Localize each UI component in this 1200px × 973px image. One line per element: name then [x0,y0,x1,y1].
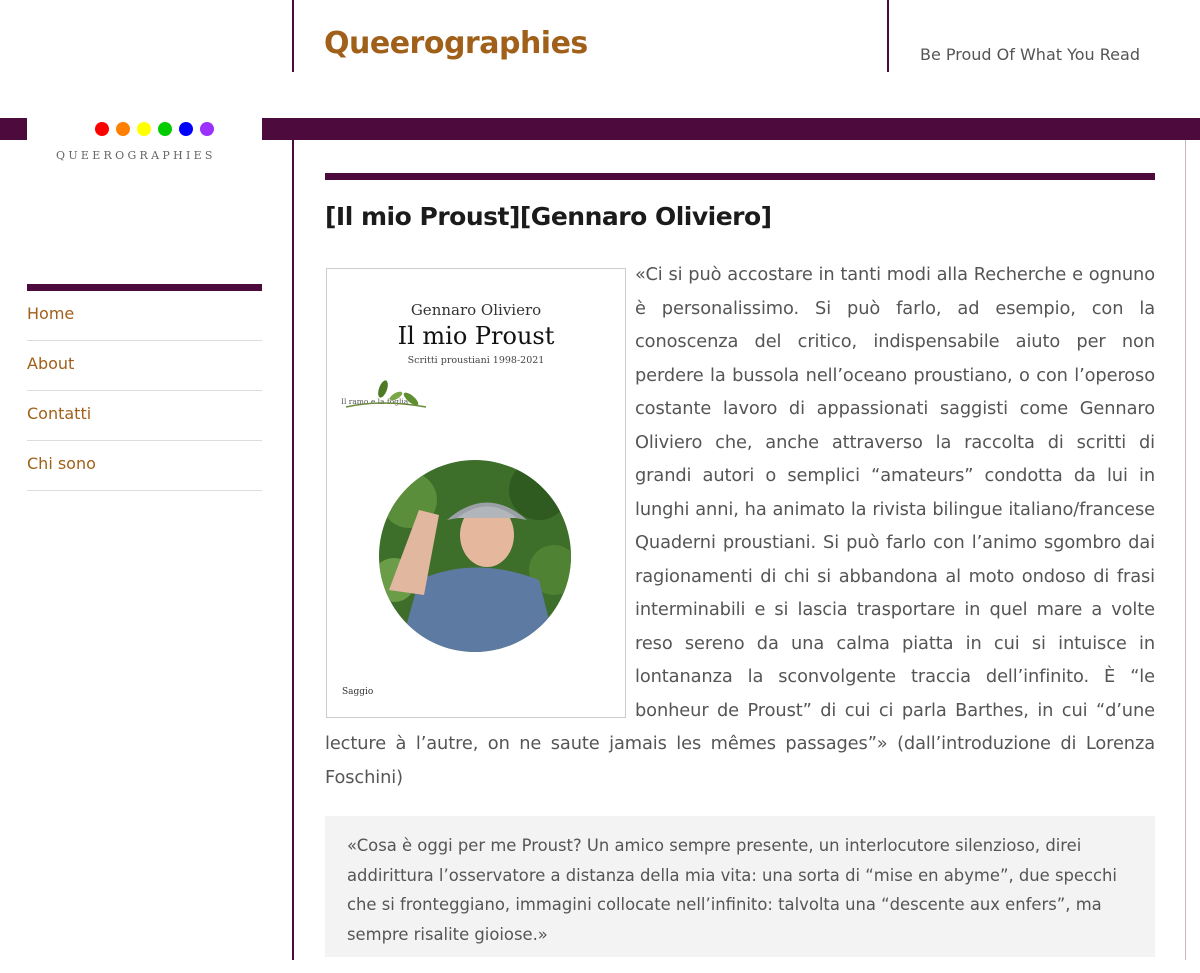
dot-red [95,122,109,136]
header-band-left [0,118,27,140]
content-divider-right [1185,140,1186,960]
logo-text: QUEEROGRAPHIES [56,149,216,162]
sidebar-nav [27,284,262,491]
site-logo[interactable] [28,118,262,168]
cover-subtitle: Scritti proustiani 1998-2021 [407,355,545,366]
site-title[interactable]: Queerographies [324,26,588,61]
book-cover-image [326,268,626,718]
author-photo [379,460,571,652]
header-band-right [262,118,1200,140]
cover-publisher: Il ramo e la foglia [341,397,409,406]
cover-author: Gennaro Oliviero [410,301,542,319]
nav-item-chi-sono[interactable]: Chi sono [27,441,262,491]
publisher-logo [341,379,408,406]
rainbow-dots-icon [95,122,214,136]
nav-item-contatti[interactable]: Contatti [27,391,262,441]
nav-item-home[interactable]: Home [27,291,262,341]
dot-green [158,122,172,136]
leaf-branch-icon [341,379,431,419]
nav-item-about[interactable]: About [27,341,262,391]
dot-yellow [137,122,151,136]
post-body: «Ci si può accostare in tanti modi alla Recherche e ognuno è personalissimo. Si può farlo, ad esempio, con la conoscenza del critico, indispensabile aiuto per non perdere la bussola nell’oceano proustiano, o con l’operoso costante lavoro di appassionati saggisti come Gennaro Oliviero che, anche attraverso la raccolta di scritti di grandi autori o semplici “amateurs” condotta da lui in lunghi anni, ha animato la rivista bilingue italiano/francese Quaderni proustiani. Si può farlo con l’animo sgombro dai ragionamenti di chi si abbandona al moto ondoso di frasi interminabili e si lascia trasportare in quel mare a volte reso sereno da una calma piatta in cui si intuisce in lontananza la sconvolgente traccia dell’infinito. È “le bonheur de Proust” di cui ci parla Barthes, in cui “d’une lecture à l’autre, on ne saute jamais les mêmes passages”» (dall’introduzione di Lorenza Foschini) [325,264,1155,788]
header-divider-right [887,0,889,72]
header-divider-left [292,0,294,72]
cover-series: Saggio [342,687,374,697]
site-tagline: Be Proud Of What You Read [920,45,1140,64]
dot-blue [179,122,193,136]
post-content [325,173,1155,973]
dot-orange [116,122,130,136]
cover-title: Il mio Proust [397,322,555,350]
title-bar [325,173,1155,180]
post-title: [Il mio Proust][Gennaro Oliviero] [325,202,772,231]
content-divider-left [292,140,294,960]
dot-purple [200,122,214,136]
author-quote: «Cosa è oggi per me Proust? Un amico sempre presente, un interlocutore silenzioso, direi addirittura l’osservatore a distanza della mia vita: una sorta di “mise en abyme”, due specchi che si fronteggiano, immagini collocate nell’infinito: talvolta una “descente aux enfers”, ma sempre risalite gioiose.» [325,816,1155,957]
